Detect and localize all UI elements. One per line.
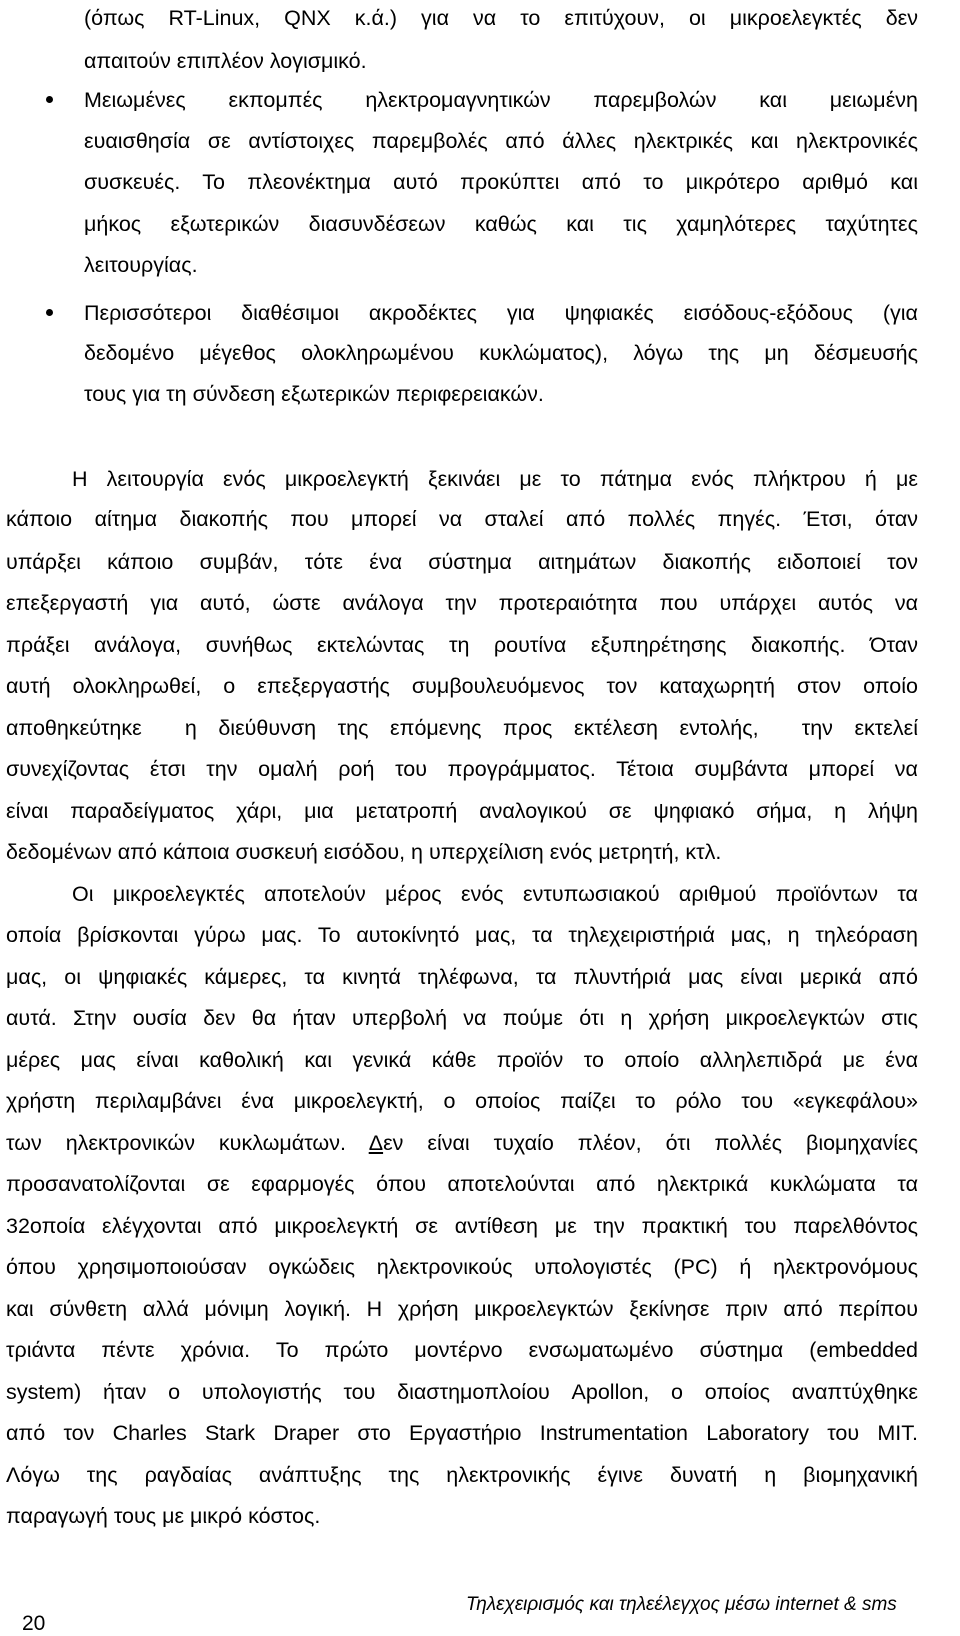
para-2-line-7-part-b: εν είναι τυχαίο πλέον, ότι πολλές βιομηχανίες	[383, 1131, 919, 1155]
bullet-1-line-3: συσκευές. Το πλεονέκτημα αυτό προκύπτει από το μικρότερο αριθμό και	[84, 170, 918, 194]
para-1-line-9: είναι παραδείγματος χάρι, μια μετατροπή αναλογικού σε ψηφιακό σήμα, η λήψη	[6, 799, 918, 823]
para-2-line-7-part-a: των ηλεκτρονικών κυκλωμάτων.	[6, 1131, 369, 1155]
para-2-line-6: χρήστη περιλαμβάνει ένα μικροελεγκτή, ο οποίος παίζει το ρόλο του «εγκεφάλου»	[6, 1089, 918, 1113]
para-1-line-8: συνεχίζοντας έτσι την ομαλή ροή του προγράμματος. Τέτοια συμβάντα μπορεί να	[6, 757, 918, 781]
para-2-line-15: Λόγω της ραγδαίας ανάπτυξης της ηλεκτρονικής έγινε δυνατή η βιομηχανική	[6, 1463, 918, 1487]
para-2-line-4: αυτά. Στην ουσία δεν θα ήταν υπερβολή να πούμε ότι η χρήση μικροελεγκτών στις	[6, 1006, 918, 1030]
para-2-line-14: από τον Charles Stark Draper στο Εργαστήριο Instrumentation Laboratory του MIT.	[6, 1421, 918, 1445]
para-1-line-10: δεδομένων από κάποια συσκευή εισόδου, η υπερχείλιση ενός μετρητή, κτλ.	[6, 840, 722, 864]
para-2-line-8: προσανατολίζονται σε εφαρμογές όπου αποτελούνται από ηλεκτρικά κυκλώματα τα	[6, 1172, 918, 1196]
para-2-line-3: μας, οι ψηφιακές κάμερες, τα κινητά τηλέφωνα, τα πλυντήριά μας είναι μερικά από	[6, 965, 918, 989]
bullet-1-dot	[46, 96, 53, 103]
bullet-1-line-5: λειτουργίας.	[84, 253, 198, 277]
para-1-line-4: επεξεργαστή για αυτό, ώστε ανάλογα την προτεραιότητα που υπάρχει αυτός να	[6, 591, 918, 615]
para-1-line-6: αυτή ολοκληρωθεί, ο επεξεργαστής συμβουλευόμενος τον καταχωρητή στον οποίο	[6, 674, 918, 698]
bullet-2-line-2: δεδομένο μέγεθος ολοκληρωμένου κυκλώματος), λόγω της μη δέσμευσής	[84, 341, 918, 365]
bullet-2-line-1: Περισσότεροι διαθέσιμοι ακροδέκτες για ψηφιακές εισόδους-εξόδους (για	[84, 301, 918, 325]
para-2-line-1: Οι μικροελεγκτές αποτελούν μέρος ενός εντυπωσιακού αριθμού προϊόντων τα	[72, 882, 918, 906]
bullet-2-dot	[46, 309, 53, 316]
para-1-line-3: υπάρξει κάποιο συμβάν, τότε ένα σύστημα αιτημάτων διακοπής ειδοποιεί τον	[6, 550, 918, 574]
para-2-line-5: μέρες μας είναι καθολική και γενικά κάθε προϊόν το οποίο αλληλεπιδρά με ένα	[6, 1048, 918, 1072]
para-1-line-7: αποθηκεύτηκε η διεύθυνση της επόμενης προς εκτέλεση εντολής, την εκτελεί	[6, 716, 918, 740]
para-2-line-2: οποία βρίσκονται γύρω μας. Το αυτοκίνητό μας, τα τηλεχειριστήριά μας, η τηλεόραση	[6, 923, 918, 947]
bullet-1-line-1: Μειωμένες εκπομπές ηλεκτρομαγνητικών παρεμβολών και μειωμένη	[84, 88, 918, 112]
bullet-1-line-4: μήκος εξωτερικών διασυνδέσεων καθώς και τις χαμηλότερες ταχύτητες	[84, 212, 918, 236]
para-2-line-7-underlined: Δ	[368, 1131, 384, 1155]
para-2-line-9: 32οποία ελέγχονται από μικροελεγκτή σε αντίθεση με την πρακτική του παρελθόντος	[6, 1214, 918, 1238]
para-2-line-13: system) ήταν ο υπολογιστής του διαστημοπλοίου Apollon, ο οποίος αναπτύχθηκε	[6, 1380, 918, 1404]
para-1-line-5: πράξει ανάλογα, συνήθως εκτελώντας τη ρουτίνα εξυπηρέτησης διακοπής. Όταν	[6, 633, 918, 657]
bullet-0-line-2: απαιτούν επιπλέον λογισμικό.	[84, 49, 367, 73]
para-2-line-10: όπου χρησιμοποιούσαν ογκώδεις ηλεκτρονικούς υπολογιστές (PC) ή ηλεκτρονόμους	[6, 1255, 918, 1279]
para-2-line-16: παραγωγή τους με μικρό κόστος.	[6, 1504, 321, 1528]
bullet-0-line-1: (όπως RT-Linux, QNX κ.ά.) για να το επιτύχουν, οι μικροελεγκτές δεν	[84, 6, 918, 30]
bullet-2-line-3: τους για τη σύνδεση εξωτερικών περιφερειακών.	[84, 382, 544, 406]
para-1-line-1: Η λειτουργία ενός μικροελεγκτή ξεκινάει με το πάτημα ενός πλήκτρου ή με	[72, 467, 918, 491]
bullet-1-line-2: ευαισθησία σε αντίστοιχες παρεμβολές από άλλες ηλεκτρικές και ηλεκτρονικές	[84, 129, 918, 153]
para-1-line-2: κάποιο αίτημα διακοπής που μπορεί να σταλεί από πολλές πηγές. Έτσι, όταν	[6, 507, 918, 531]
footer-title: Τηλεχειρισμός και τηλεέλεγχος μέσω internet & sms	[466, 1594, 897, 1615]
para-2-line-11: και σύνθετη αλλά μόνιμη λογική. Η χρήση μικροελεγκτών ξεκίνησε πριν από περίπου	[6, 1297, 918, 1321]
para-2-line-7	[6, 1130, 918, 1156]
page-number: 20	[22, 1612, 46, 1635]
para-2-line-12: τριάντα πέντε χρόνια. Το πρώτο μοντέρνο ενσωματωμένο σύστημα (embedded	[6, 1338, 918, 1362]
